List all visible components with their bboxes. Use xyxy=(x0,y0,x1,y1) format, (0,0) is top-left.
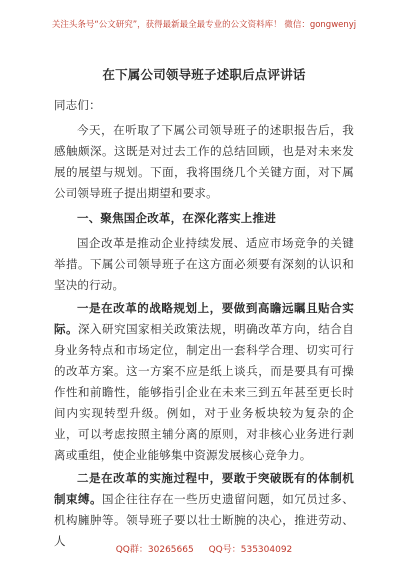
point-2-body: 国企往往存在一些历史遗留问题，如冗员过多、机构臃肿等。领导班子要以壮士断腕的决心，推进劳动、人 xyxy=(54,492,354,548)
page-header-banner: 关注头条号“公文研究”，获得最新最全最专业的公文资料库！ 微信：gongwenyj xyxy=(51,20,357,30)
page-footer xyxy=(0,542,408,555)
footer-qq-group: QQ群：30265665 xyxy=(115,545,194,555)
point-1-body: 深入研究国家相关政策法规，明确改革方向，结合自身业务特点和市场定位，制定出一套科学合理、切实可行的改革方案。这一方案不应是纸上谈兵，而是要具有可操作性和前瞻性，能够指引企业在未来三到五年甚至更长时间内实现转型升级。例如，对于业务板块较为复杂的企业，可以考虑按照主辅分离的原则，对非核心业务进行剥离或重组，使企业能够集中资源发展核心竞争力。 xyxy=(54,322,354,462)
point-2-lead: 二是在改革的实施过程中，要敢于突破既有的体制机制束缚。 xyxy=(54,471,354,506)
point-1-paragraph xyxy=(54,298,354,466)
document-title: 在下属公司领导班子述职后点评讲话 xyxy=(102,67,306,82)
document-body xyxy=(54,64,354,554)
greeting: 同志们： xyxy=(54,98,101,112)
point-2-paragraph xyxy=(54,468,354,552)
section-1-paragraph: 国企改革是推动企业持续发展、适应市场竞争的关键举措。下属公司领导班子在这方面必须要有深刻的认识和坚决的行动。 xyxy=(54,236,354,292)
intro-paragraph: 今天，在听取了下属公司领导班子的述职报告后，我感触颇深。这既是对过去工作的总结回顾，也是对未来发展的展望与规划。下面，我将围绕几个关键方面，对下属公司领导班子提出期望和要求。 xyxy=(54,123,354,200)
footer-qq-number: QQ号：535304092 xyxy=(208,545,293,555)
section-heading-1: 一、聚焦国企改革，在深化落实上推进 xyxy=(77,211,276,225)
point-1-lead: 一是在改革的战略规划上，要做到高瞻远瞩且贴合实际。 xyxy=(54,301,354,336)
